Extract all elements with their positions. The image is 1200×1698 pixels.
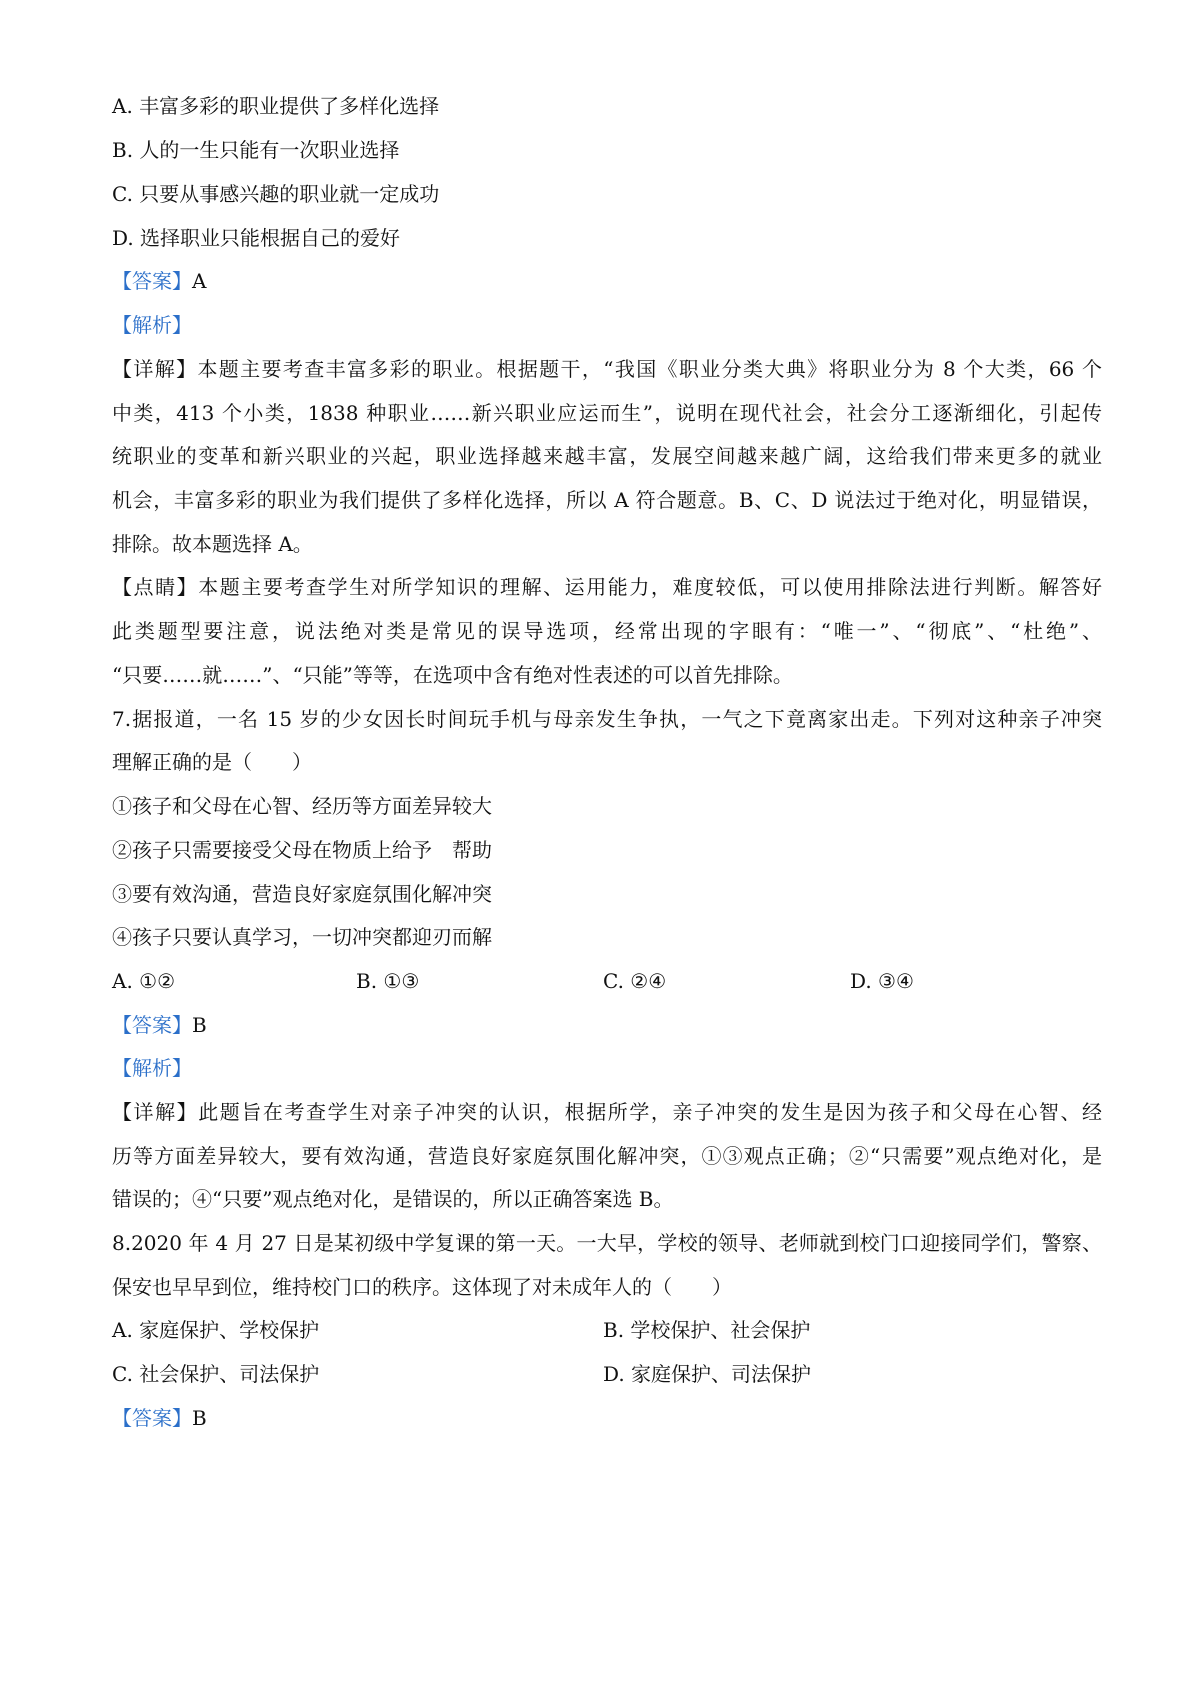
answer-value: B bbox=[192, 1013, 207, 1037]
q6-analysis-heading bbox=[112, 311, 192, 339]
q7-option-c: C. ②④ bbox=[603, 969, 667, 993]
q6-option-b: B. 人的一生只能有一次职业选择 bbox=[112, 138, 400, 162]
q7-option-b: B. ①③ bbox=[356, 969, 420, 993]
q7-analysis-heading bbox=[112, 1054, 192, 1082]
q6-option-a: A. 丰富多彩的职业提供了多样化选择 bbox=[112, 94, 440, 118]
q6-comment-line-2: 此类题型要注意，说法绝对类是常见的误导选项，经常出现的字眼有：“唯一”、“彻底”、“杜绝”、 bbox=[112, 619, 1102, 643]
comment-tag: 【点睛】 bbox=[112, 575, 199, 599]
detail-tag: 【详解】 bbox=[112, 357, 198, 381]
answer-value: B bbox=[192, 1406, 207, 1430]
q6-detail-line-2: 中类，413 个小类，1838 种职业……新兴职业应运而生”，说明在现代社会，社会分工逐渐细化，引起传 bbox=[112, 401, 1102, 425]
q6-option-d: D. 选择职业只能根据自己的爱好 bbox=[112, 226, 401, 250]
detail-tag: 【详解】 bbox=[112, 1100, 199, 1124]
q8-stem-line-1: 8.2020 年 4 月 27 日是某初级中学复课的第一天。一大早，学校的领导、老师就到校门口迎接同学们，警察、 bbox=[112, 1231, 1102, 1255]
q7-option-d: D. ③④ bbox=[850, 969, 914, 993]
q7-statement-3: ③要有效沟通，营造良好家庭氛围化解冲突 bbox=[112, 882, 492, 906]
q8-stem-line-2: 保安也早早到位，维持校门口的秩序。这体现了对未成年人的（ ） bbox=[112, 1275, 732, 1299]
q6-option-c: C. 只要从事感兴趣的职业就一定成功 bbox=[112, 182, 440, 206]
q7-stem-line-1: 7.据报道，一名 15 岁的少女因长时间玩手机与母亲发生争执，一气之下竟离家出走。下列对这种亲子冲突 bbox=[112, 707, 1102, 731]
comment-text: 本题主要考查学生对所学知识的理解、运用能力，难度较低，可以使用排除法进行判断。解答好 bbox=[198, 575, 1103, 599]
q7-detail-line-2: 历等方面差异较大，要有效沟通，营造良好家庭氛围化解冲突，①③观点正确；②“只需要”观点绝对化，是 bbox=[112, 1144, 1102, 1168]
q6-detail-line-1 bbox=[112, 355, 1102, 383]
q8-option-b: B. 学校保护、社会保护 bbox=[603, 1318, 811, 1342]
q7-statement-2: ②孩子只需要接受父母在物质上给予 帮助 bbox=[112, 838, 492, 862]
q7-stem-line-2: 理解正确的是（ ） bbox=[112, 750, 312, 774]
detail-text: 此题旨在考查学生对亲子冲突的认识，根据所学，亲子冲突的发生是因为孩子和父母在心智、经 bbox=[198, 1100, 1103, 1124]
q8-option-d: D. 家庭保护、司法保护 bbox=[603, 1362, 812, 1386]
q6-answer-line bbox=[112, 267, 206, 295]
detail-text: 本题主要考查丰富多彩的职业。根据题干，“我国《职业分类大典》将职业分为 8 个大类，66 个 bbox=[197, 357, 1102, 381]
q6-detail-line-4: 机会，丰富多彩的职业为我们提供了多样化选择，所以 A 符合题意。B、C、D 说法过于绝对化，明显错误， bbox=[112, 488, 1102, 512]
answer-value: A bbox=[192, 269, 207, 293]
analysis-tag: 【解析】 bbox=[112, 313, 192, 337]
q6-comment-line-3: “只要……就……”、“只能”等等，在选项中含有绝对性表述的可以首先排除。 bbox=[112, 663, 793, 687]
q7-detail-line-3: 错误的；④“只要”观点绝对化，是错误的，所以正确答案选 B。 bbox=[112, 1187, 674, 1211]
answer-tag: 【答案】 bbox=[112, 1013, 192, 1037]
q7-detail-line-1 bbox=[112, 1098, 1102, 1126]
q7-statement-4: ④孩子只要认真学习，一切冲突都迎刃而解 bbox=[112, 925, 492, 949]
q8-answer-line bbox=[112, 1404, 207, 1432]
q7-answer-line bbox=[112, 1011, 207, 1039]
q6-comment-line-1 bbox=[112, 573, 1102, 601]
q6-detail-line-3: 统职业的变革和新兴职业的兴起，职业选择越来越丰富，发展空间越来越广阔，这给我们带来更多的就业 bbox=[112, 444, 1102, 468]
answer-tag: 【答案】 bbox=[112, 269, 192, 293]
q8-option-a: A. 家庭保护、学校保护 bbox=[112, 1318, 320, 1342]
q7-statement-1: ①孩子和父母在心智、经历等方面差异较大 bbox=[112, 794, 492, 818]
q8-option-c: C. 社会保护、司法保护 bbox=[112, 1362, 320, 1386]
q6-detail-line-5: 排除。故本题选择 A。 bbox=[112, 532, 313, 556]
answer-tag: 【答案】 bbox=[112, 1406, 192, 1430]
q7-option-a: A. ①② bbox=[112, 969, 176, 993]
analysis-tag: 【解析】 bbox=[112, 1056, 192, 1080]
